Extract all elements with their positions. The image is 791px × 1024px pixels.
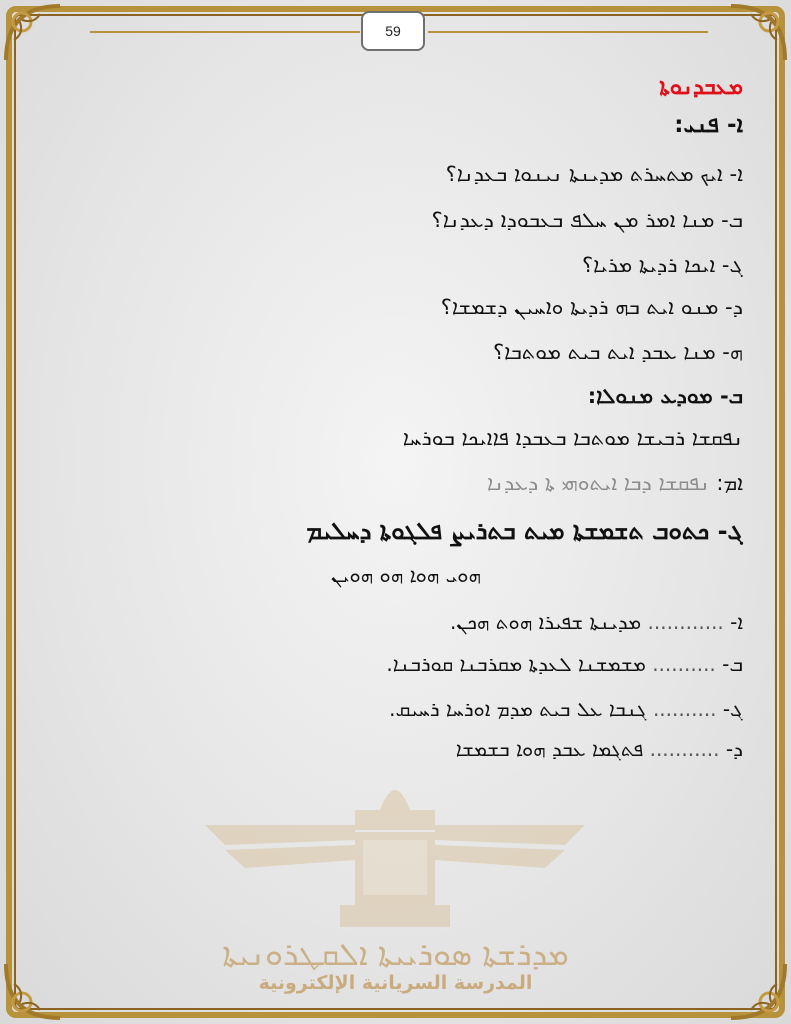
fill-blank-item [389, 697, 743, 721]
item-text: ܦܬܓܡܐ ܥܒܕ ܗܘܐ ܒܫܡܫܐ [455, 737, 644, 761]
item-number: ܐ- [730, 610, 743, 634]
example-line [487, 471, 743, 496]
page-number: 59 [361, 11, 425, 51]
section-a-title: ܐ- ܦܢܝ: [674, 112, 743, 138]
section-b-title: ܒ- ܡܘܕܥ ܡܢܘܠܐ: [587, 384, 743, 408]
fill-blank-item [386, 652, 743, 676]
fill-blank-item [456, 737, 743, 761]
blank-dots[interactable]: ........... [649, 737, 720, 761]
example-sentence: ܢܦܩܫܐ ܕܒܐ ܐܝܬܘܗܝ ܬܐ ܕܥܕܢܐ [487, 471, 710, 495]
school-name-arabic: المدرسة السريانية الإلكترونية [258, 972, 533, 994]
question-item: ܓ- ܐܝܟܐ ܪܕܝܬܐ ܡܪܝܐ؟ [581, 253, 743, 277]
question-item: ܗ- ܡܢܐ ܥܒܕ ܐܝܬ ܒܝܬ ܡܘܬܒܐ؟ [493, 340, 743, 364]
question-item: ܐ- ܐܝܟ ܡܬܚܪܬ ܡܕܝܢܬܐ ܢܝܢܘܐ ܒܥܕܢܐ؟ [445, 162, 743, 186]
instruction-line: ܢܦܩܫܐ ܪܒܝܫܐ ܡܘܬܒܐ ܒܥܒܕܐ ܦܐܐܝܟܐ ܒܘܪܚܐ [402, 426, 743, 450]
question-item: ܒ- ܡܢܐ ܐܡܪ ܡܢ ܚܠܦ ܒܥܒܘܕܐ ܕܥܕܢܐ؟ [431, 208, 743, 232]
fill-blank-item [450, 610, 743, 634]
item-number: ܕ- [725, 737, 743, 761]
item-number: ܓ- [722, 697, 743, 721]
blank-dots[interactable]: .......... [652, 652, 716, 676]
question-item: ܕ- ܡܢܘ ܐܝܬ ܒܗ ܪܕܝܬܐ ܘܐܚܝܢ ܕܫܡܫܐ؟ [440, 295, 743, 319]
blank-dots[interactable]: ............ [647, 610, 724, 634]
example-label: ܐܡ: [716, 471, 743, 495]
item-number: ܒ- [722, 652, 743, 676]
exercises-heading: ܡܥܒܕܢܘܬܐ [659, 75, 743, 100]
blank-dots[interactable]: .......... [652, 697, 717, 721]
item-text: ܡܕܝܢܬܐ ܫܦܝܪܐ ܗܘܬ ܗܟܢ. [449, 610, 642, 634]
school-name-syriac: ܡܕܪܫܬܐ ܣܘܪܝܝܬܐ ܐܠܩܛܪܘܢܝܬܐ [222, 935, 569, 973]
item-text: ܡܫܡܫܢܐ ܠܥܕܬܐ ܡܩܪܒܢܐ ܩܘܪܒܢܐ. [386, 652, 646, 676]
section-c-title: ܓ- ܟܬܘܒ ܬܫܡܫܬܐ ܡܝܬ ܒܬܪܝܨ ܦܠܓܘܬܐ ܕܚܠܝܡ [306, 517, 743, 545]
item-text: ܓܢܒܐ ܥܠ ܒܝܬ ܡܕܡ ܐܘܪܚܐ ܪܚܝܩ. [389, 697, 647, 721]
section-c-word-bank: ܗܘܝ ܗܘܐ ܗܘ ܗܘܝܢ [331, 563, 481, 587]
